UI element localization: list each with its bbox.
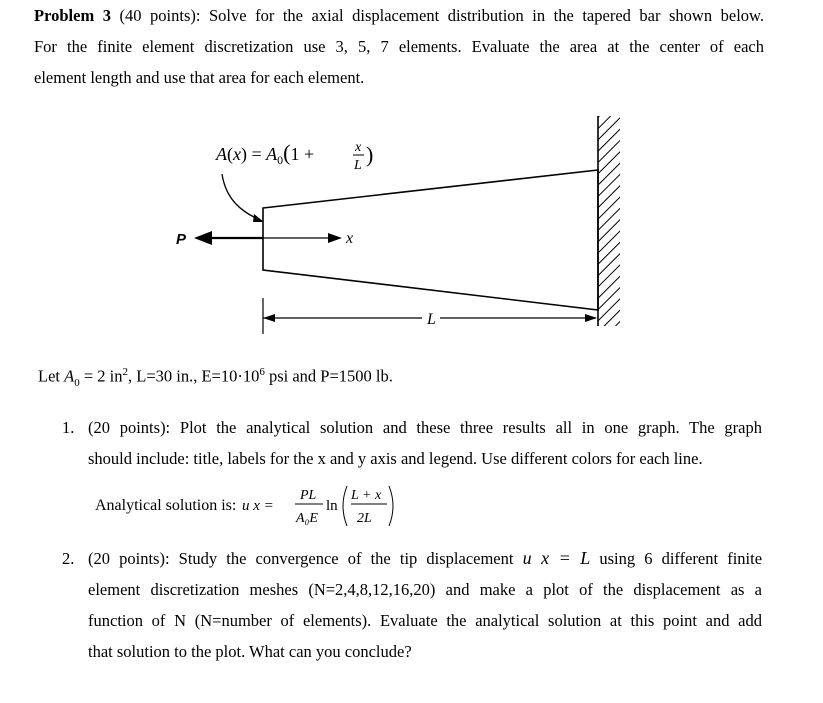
formula-numerator: PL [300,488,317,503]
task-2-line-2: element discretization meshes (N=2,4,8,12,16,20) and make a plot of the displacement as a [88,580,762,599]
load-label: P [176,231,187,248]
task-2-number: 2. [62,549,75,568]
given-A0: A [64,366,75,386]
area-formula-close: ) [366,142,374,167]
x-axis-label: x [346,230,354,247]
tip-displacement-expr: u x = L [522,548,591,568]
formula-paren-right [389,486,393,526]
formula-arg-numerator: L + x [351,488,382,503]
task-2-body [88,543,762,667]
analytical-label: Analytical solution is: [95,497,237,514]
task-2-text-1: Study the convergence of the tip displacement [178,549,514,568]
analytical-formula [95,482,495,532]
problem-text-1: Solve for the axial displacement distribution in the tapered bar shown below. [208,6,765,25]
problem-line-3: element length and use that area for each element. [34,68,365,87]
area-formula: $A(x) = A_0(1$ + [216,140,315,167]
formula-paren-left [343,486,347,526]
task-1-text-1: Plot the analytical solution and these three results all in one graph. The graph [179,418,762,437]
task-2-points: (20 points): [88,549,179,568]
task-1-body [88,412,762,474]
formula-denominator: A₀E [296,511,318,526]
given-values [38,366,393,389]
area-formula-fraction-L: L [354,158,362,173]
given-prefix: Let [38,366,65,386]
task-item-1 [62,412,762,476]
task-1-number: 1. [62,418,75,437]
tapered-bar [263,170,598,310]
problem-points: (40 points): [119,6,209,25]
problem-statement [34,0,764,93]
problem-label: Problem 3 [34,6,111,25]
given-L-E: , L=30 in., E=10·10 [127,366,260,386]
formula-lhs: u x = [242,498,274,514]
area-leader-curve [222,174,260,220]
length-label: L [427,311,436,328]
given-E-exp: 6 [259,366,265,378]
load-arrow-head [194,231,212,245]
problem-line-1 [34,0,764,31]
task-item-2 [62,543,762,673]
dimension-arrow-left [263,314,275,322]
task-1-points: (20 points): [88,418,180,437]
formula-arg-denominator: 2L [357,511,372,526]
task-2-text-1-end: using 6 different finite [599,549,763,568]
wall-hatching [598,116,620,326]
dimension-arrow-right [585,314,597,322]
problem-line-2: For the finite element discretization use 3, 5, 7 elements. Evaluate the area at the center of each [34,37,764,56]
formula-ln: ln [326,498,338,514]
given-A0-value: = 2 in [79,366,123,386]
task-1-line-1 [88,412,762,443]
task-2-line-1 [88,543,762,574]
given-rest: psi and P=1500 lb. [264,366,393,386]
given-A0-sub: 0 [74,376,80,389]
tapered-bar-figure [150,112,630,342]
tapered-bar-diagram [150,112,630,337]
task-1-line-2: should include: title, labels for the x and y axis and legend. Use different colors for each line. [88,449,703,468]
analytical-solution [95,482,495,532]
task-2-line-3: function of N (N=number of elements). Evaluate the analytical solution at this point and add [88,611,762,630]
task-2-line-4: that solution to the plot. What can you conclude? [88,642,412,661]
area-formula-fraction-x: x [355,140,362,155]
given-A0-exp: 2 [122,366,128,378]
